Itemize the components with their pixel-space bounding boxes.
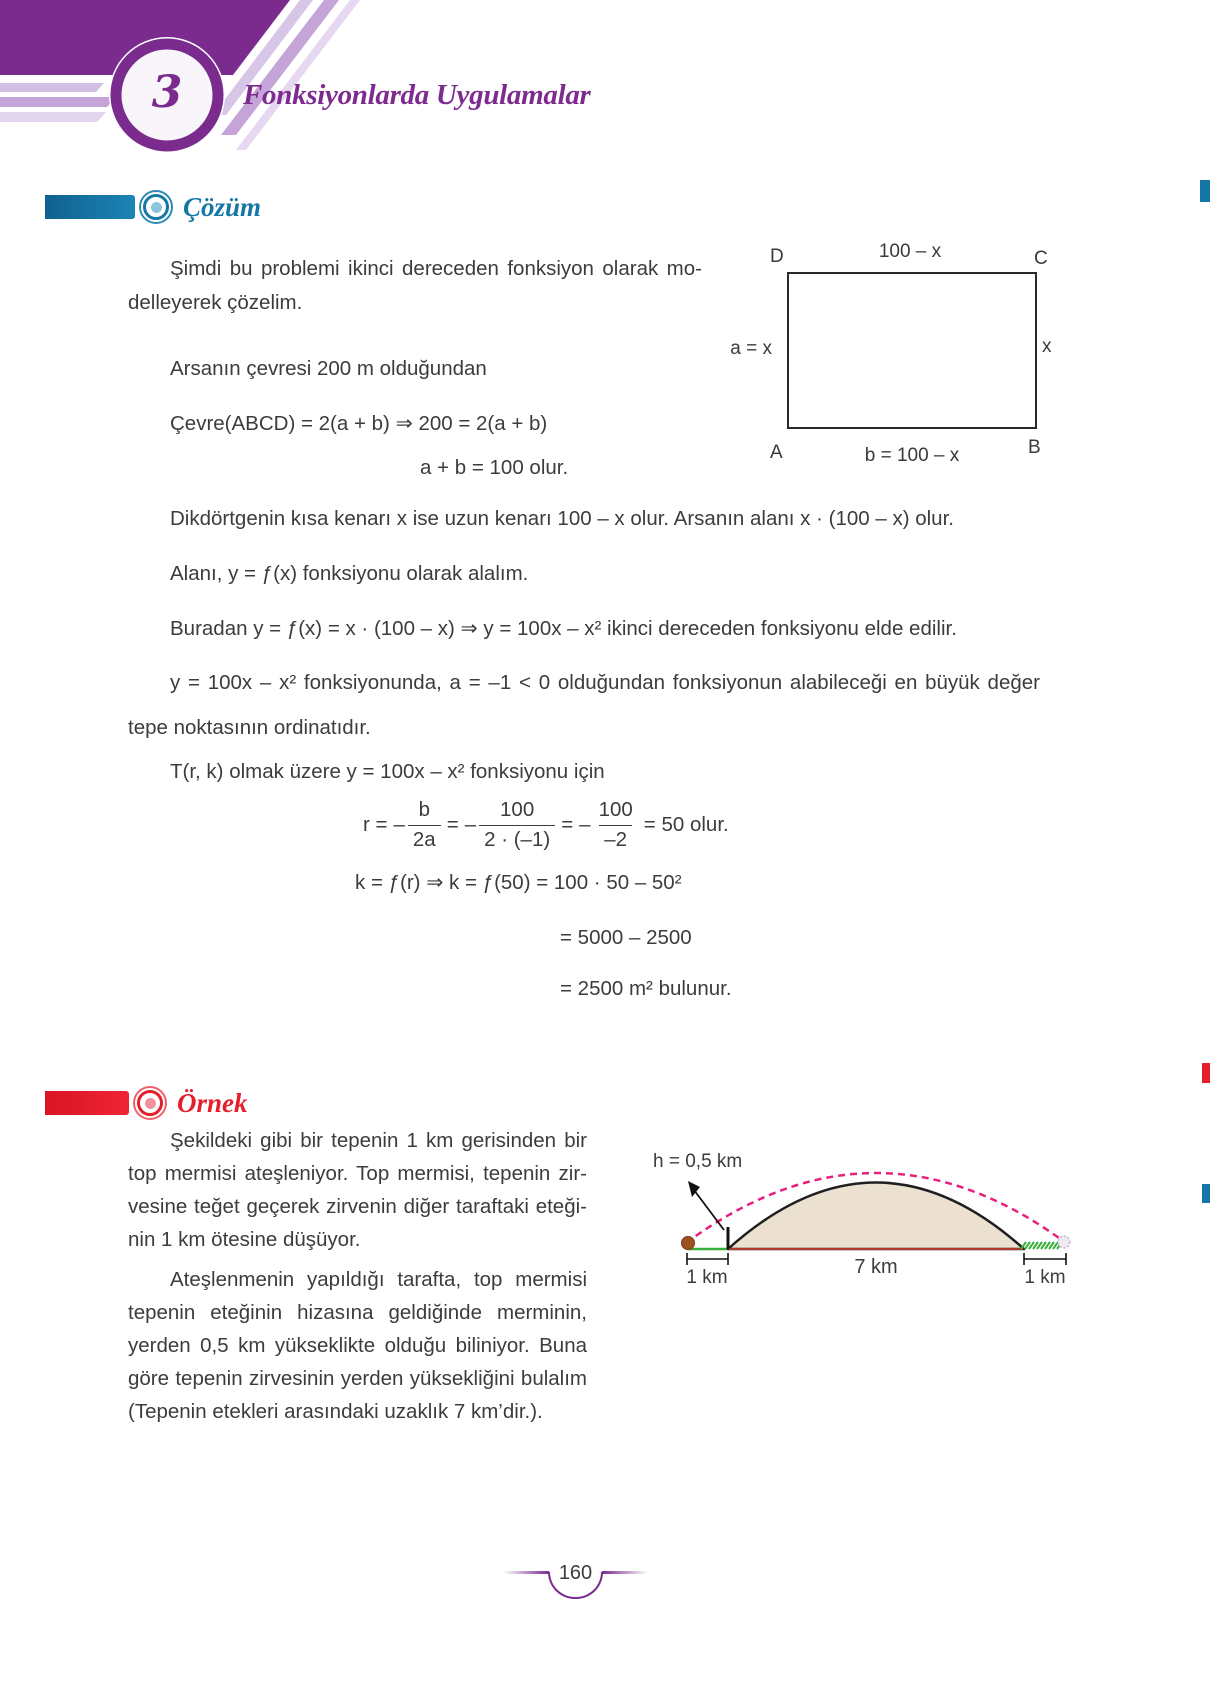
rect-right-label: x: [1042, 336, 1052, 357]
formula-lhs: r =: [363, 813, 388, 836]
example-line: nin 1 km ötesine düşüyor.: [128, 1228, 361, 1251]
example-heading-icon: [133, 1086, 167, 1120]
rect-corner-b: B: [1028, 437, 1041, 458]
solution-line: Buradan y = ƒ(x) = x · (100 – x) ⇒ y = 100x – x² ikinci dereceden fonksiyonu elde edilir.: [170, 617, 957, 640]
solution-line: tepe noktasının ordinatıdır.: [128, 716, 371, 739]
page-number: 160: [558, 1562, 593, 1584]
horizontal-stripe: [0, 97, 116, 107]
solution-paragraph-1: [128, 252, 702, 320]
hill-height-label: h = 0,5 km: [653, 1151, 743, 1172]
equals-sign: =: [561, 813, 574, 836]
solution-line: Alanı, y = ƒ(x) fonksiyonu olarak alalım.: [170, 562, 529, 585]
rect-top-label: 100 – x: [878, 241, 942, 262]
solution-heading-label: Çözüm: [183, 191, 262, 222]
equals-sign: =: [446, 813, 459, 836]
left-distance-bracket: [687, 1253, 728, 1265]
margin-marker-blue: [1200, 180, 1210, 202]
rectangle-shape: [787, 272, 1037, 429]
rect-bottom-label: b = 100 – x: [864, 445, 960, 466]
example-line: göre tepenin zirvesinin yerden yüksekliğini bulalım: [128, 1367, 587, 1390]
footer-line-left: [503, 1571, 549, 1574]
margin-marker-red: [1202, 1063, 1210, 1083]
rect-corner-a: A: [770, 442, 783, 463]
height-arrow-line: [694, 1190, 724, 1230]
solution-line: Çevre(ABCD) = 2(a + b) ⇒ 200 = 2(a + b): [170, 412, 548, 435]
minus-sign: –: [579, 813, 591, 836]
example-heading-bar: [45, 1091, 129, 1115]
rect-corner-d: D: [770, 246, 784, 267]
landing-ball-icon: [1058, 1236, 1070, 1248]
solution-line: k = ƒ(r) ⇒ k = ƒ(50) = 100 · 50 – 50²: [355, 871, 682, 894]
example-heading-label: Örnek: [177, 1087, 248, 1118]
fraction: $\frac{100}{-2}$: [598, 798, 633, 851]
horizontal-stripe: [0, 112, 106, 122]
solution-line: Dikdörtgenin kısa kenarı x ise uzun kenarı 100 – x olur. Arsanın alanı x · (100 – x) olur.: [170, 507, 954, 530]
solution-line: delleyerek çözelim.: [128, 291, 303, 314]
rect-corner-c: C: [1034, 248, 1048, 269]
vertex-formula: [363, 800, 729, 850]
example-heading: [45, 1086, 248, 1120]
fraction: $\frac{b}{2a}$: [408, 800, 441, 850]
example-line: vesine teğet geçerek zirvenin diğer taraftaki eteği-: [128, 1195, 587, 1218]
rect-left-label: a = x: [730, 338, 772, 359]
example-line: Ateşlenmenin yapıldığı tarafta, top mermisi: [170, 1268, 587, 1291]
example-line: yerden 0,5 km yükseklikte olduğu biliniyor. Buna: [128, 1334, 587, 1357]
example-line: (Tepenin etekleri arasındaki uzaklık 7 km’dir.).: [128, 1400, 543, 1423]
solution-line: = 2500 m² bulunur.: [560, 977, 732, 1000]
solution-line: T(r, k) olmak üzere y = 100x – x² fonksiyonu için: [170, 760, 605, 783]
horizontal-stripe: [0, 83, 104, 92]
solution-line: y = 100x – x² fonksiyonunda, a = –1 < 0 olduğundan fonksiyonun alabileceği en büyük değer: [170, 671, 1040, 694]
hill-right-distance-label: 1 km: [1024, 1267, 1066, 1288]
hill-middle-distance-label: 7 km: [854, 1256, 898, 1278]
formula-result: = 50 olur.: [643, 813, 729, 836]
chapter-number: 3: [151, 67, 183, 118]
solution-line: Arsanın çevresi 200 m olduğundan: [170, 357, 487, 380]
solution-heading-bar: [45, 195, 135, 219]
solution-heading: [45, 190, 261, 224]
hill-left-distance-label: 1 km: [686, 1267, 728, 1288]
margin-marker-blue: [1202, 1184, 1210, 1203]
chapter-title: Fonksiyonlarda Uygulamalar: [243, 79, 591, 111]
right-distance-bracket: [1024, 1253, 1066, 1265]
landing-hatch: [1021, 1242, 1062, 1249]
cannonball-icon: [682, 1237, 695, 1250]
footer-line-right: [602, 1571, 648, 1574]
rectangle-diagram: [700, 228, 1070, 478]
minus-sign: –: [393, 813, 405, 836]
minus-sign: –: [464, 813, 477, 836]
solution-paragraph-vertex: [128, 666, 1040, 745]
solution-line: Şimdi bu problemi ikinci dereceden fonksiyon olarak mo-: [170, 257, 702, 280]
example-paragraphs: [128, 1124, 587, 1428]
example-line: Şekildeki gibi bir tepenin 1 km gerisinden bir: [170, 1129, 587, 1152]
solution-heading-icon: [139, 190, 173, 224]
solution-line: a + b = 100 olur.: [420, 456, 569, 479]
solution-line: = 5000 – 2500: [560, 926, 692, 949]
example-line: top mermisi ateşleniyor. Top mermisi, tepenin zir-: [128, 1162, 587, 1185]
fraction: $\frac{100}{2 \cdot (-1)}$: [479, 800, 555, 850]
example-line: tepenin eteğinin hizasına geldiğinde merminin,: [128, 1301, 587, 1324]
